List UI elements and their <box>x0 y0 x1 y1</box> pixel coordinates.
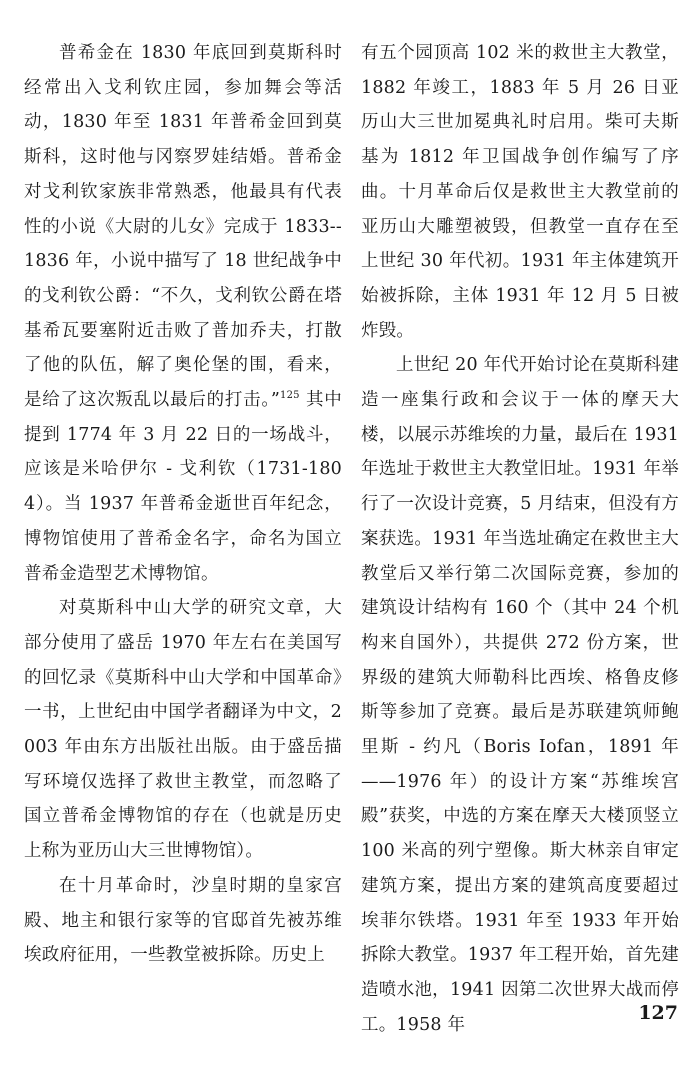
paragraph-cathedral-continuation: 有五个园顶高 102 米的救世主大教堂，1882 年竣工，1883 年 5 月 26 日亚历山大三世加冕典礼时启用。柴可夫斯基为 1812 年卫国战争创作编写了序曲。十月革命后仅是救世主大教堂前的亚历山大雕塑被毁，但教堂一直存在至上世纪 30 年代初。1931 年主体建筑开始被拆除，主体 1931 年 12 月 5 日被炸毁。 <box>361 43 679 341</box>
footnote-marker: 125 <box>280 390 300 402</box>
right-text-column <box>361 36 679 1042</box>
paragraph-sun-yatsen-university: 对莫斯科中山大学的研究文章，大部分使用了盛岳 1970 年左右在美国写的回忆录《莫斯科中山大学和中国革命》一书，上世纪由中国学者翻译为中文，2003 年由东方出版社出版。由于盛岳描写环境仅选择了救世主教堂，而忽略了国立普希金博物馆的存在（也就是历史上称为亚历山大三世博物馆）。 <box>24 598 342 862</box>
paragraph-pushkin-golitsyn <box>24 36 342 591</box>
left-text-column <box>24 36 342 973</box>
paragraph-text: 其中提到 1774 年 3 月 22 日的一场战斗，应该是米哈伊尔 - 戈利钦（1731-1804）。当 1937 年普希金逝世百年纪念，博物馆使用了普希金名字，命名为国立普希金造型艺术博物馆。 <box>24 390 342 584</box>
page-number: 127 <box>638 1002 678 1024</box>
paragraph-text: 普希金在 1830 年底回到莫斯科时经常出入戈利钦庄园，参加舞会等活动，1830 年至 1831 年普希金回到莫斯科，这时他与冈察罗娃结婚。普希金对戈利钦家族非常熟悉，他最具有代表性的小说《大尉的儿女》完成于 1833--1836 年，小说中描写了 18 世纪战争中的戈利钦公爵：“不久，戈利钦公爵在塔基希瓦要塞附近击败了普加乔夫，打散了他的队伍，解了奥伦堡的围，看来，是给了这次叛乱以最后的打击。” <box>24 43 342 411</box>
paragraph-october-revolution: 在十月革命时，沙皇时期的皇家宫殿、地主和银行家等的官邸首先被苏维埃政府征用，一些教堂被拆除。历史上 <box>24 875 342 966</box>
paragraph-palace-of-soviets: 上世纪 20 年代开始讨论在莫斯科建造一座集行政和会议于一体的摩天大楼，以展示苏维埃的力量，最后在 1931 年选址于救世主大教堂旧址。1931 年举行了一次设计竞赛，5 月结束，但没有方案获选。1931 年当选址确定在救世主大教堂后又举行第二次国际竞赛，参加的建筑设计结构有 160 个（其中 24 个机构来自国外），共提供 272 份方案，世界级的建筑大师勒科比西埃、格鲁皮修斯等参加了竞赛。最后是苏联建筑师鲍里斯 - 约凡（Boris Iofan，1891 年——1976 年）的设计方案“苏维埃宫殿”获奖，中选的方案在摩天大楼顶竖立 100 米高的列宁塑像。斯大林亲自审定建筑方案，提出方案的建筑高度要超过埃菲尔铁塔。1931 年至 1933 年开始拆除大教堂。1937 年工程开始，首先建造喷水池，1941 因第二次世界大战而停工。1958 年 <box>361 355 679 1035</box>
